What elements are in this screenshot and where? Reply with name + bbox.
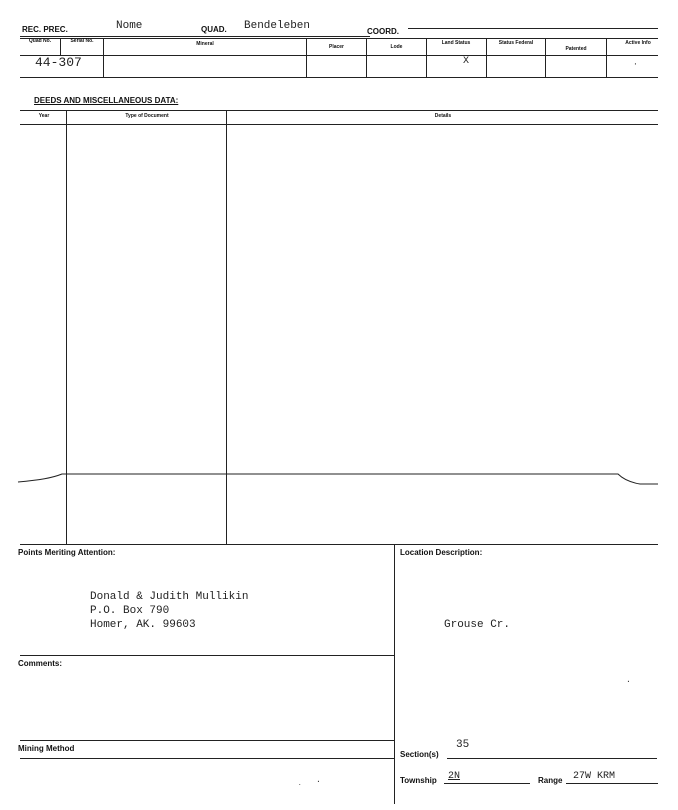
col-status-federal: Status Federal	[498, 40, 534, 46]
quad-value: Bendeleben	[244, 20, 311, 32]
col-placer: Placer	[328, 44, 344, 50]
col-details: Details	[434, 113, 452, 119]
page-fold-line	[0, 466, 678, 486]
claim-col-divider	[606, 38, 607, 77]
points-line-2: P.O. Box 790	[90, 605, 170, 617]
col-active: Active Info	[625, 40, 651, 46]
mining-method-label: Mining Method	[18, 744, 75, 753]
header-underline	[20, 36, 370, 37]
deeds-header-rule	[20, 124, 658, 125]
deeds-top-rule	[20, 110, 658, 111]
township-value: 2N	[448, 771, 461, 782]
points-line-1: Donald & Judith Mullikin	[90, 591, 249, 603]
section-underline	[447, 758, 657, 759]
claim-col-divider	[486, 38, 487, 77]
claim-table-bottom-rule	[20, 77, 658, 78]
col-lode: Lode	[390, 44, 403, 50]
claim-col-divider	[426, 38, 427, 77]
range-value: 27W KRM	[573, 771, 616, 782]
deeds-bottom-rule	[20, 544, 658, 545]
coord-underline	[408, 28, 658, 29]
col-quad-no: Quad No.	[28, 38, 52, 44]
township-underline	[444, 783, 530, 784]
coord-label: COORD.	[367, 27, 399, 36]
scan-dot: .	[626, 676, 631, 685]
township-label: Township	[400, 776, 437, 785]
rec-prec-value: Nome	[116, 20, 143, 32]
mining-method-top-rule	[20, 740, 394, 741]
section-label: Section(s)	[400, 750, 439, 759]
mining-method-bottom-rule	[20, 758, 394, 759]
col-mineral: Mineral	[196, 41, 214, 47]
scan-dot: .	[298, 780, 302, 787]
location-description-value: Grouse Cr.	[444, 619, 511, 631]
comments-label: Comments:	[18, 659, 63, 668]
deeds-section-title: DEEDS AND MISCELLANEOUS DATA:	[34, 96, 179, 105]
col-year: Year	[38, 113, 50, 119]
comments-top-rule	[20, 655, 394, 656]
range-underline	[566, 783, 658, 784]
quad-serial-value: 44-307	[35, 55, 82, 70]
claim-col-divider	[306, 38, 307, 77]
claim-col-divider	[545, 38, 546, 77]
land-status-mark: X	[463, 56, 470, 67]
claim-col-divider	[60, 38, 61, 55]
col-patented: Patented	[565, 46, 587, 52]
scan-dot: .	[316, 776, 321, 785]
quad-label: QUAD.	[201, 25, 227, 34]
range-label: Range	[538, 776, 563, 785]
section-value: 35	[456, 739, 470, 751]
stray-mark: ·	[633, 60, 638, 69]
lower-center-divider	[394, 544, 395, 804]
col-type-of-document: Type of Document	[125, 113, 169, 119]
location-description-label: Location Description:	[400, 548, 483, 557]
points-line-3: Homer, AK. 99603	[90, 619, 196, 631]
rec-prec-label: REC. PREC.	[22, 25, 68, 34]
points-meriting-attention-label: Points Meriting Attention:	[18, 548, 116, 557]
claim-table-header-rule	[20, 55, 658, 56]
col-land-status: Land Status	[441, 40, 471, 46]
claim-table-top-rule	[20, 38, 658, 39]
col-serial-no: Serial No.	[70, 38, 94, 44]
claim-col-divider	[366, 38, 367, 77]
